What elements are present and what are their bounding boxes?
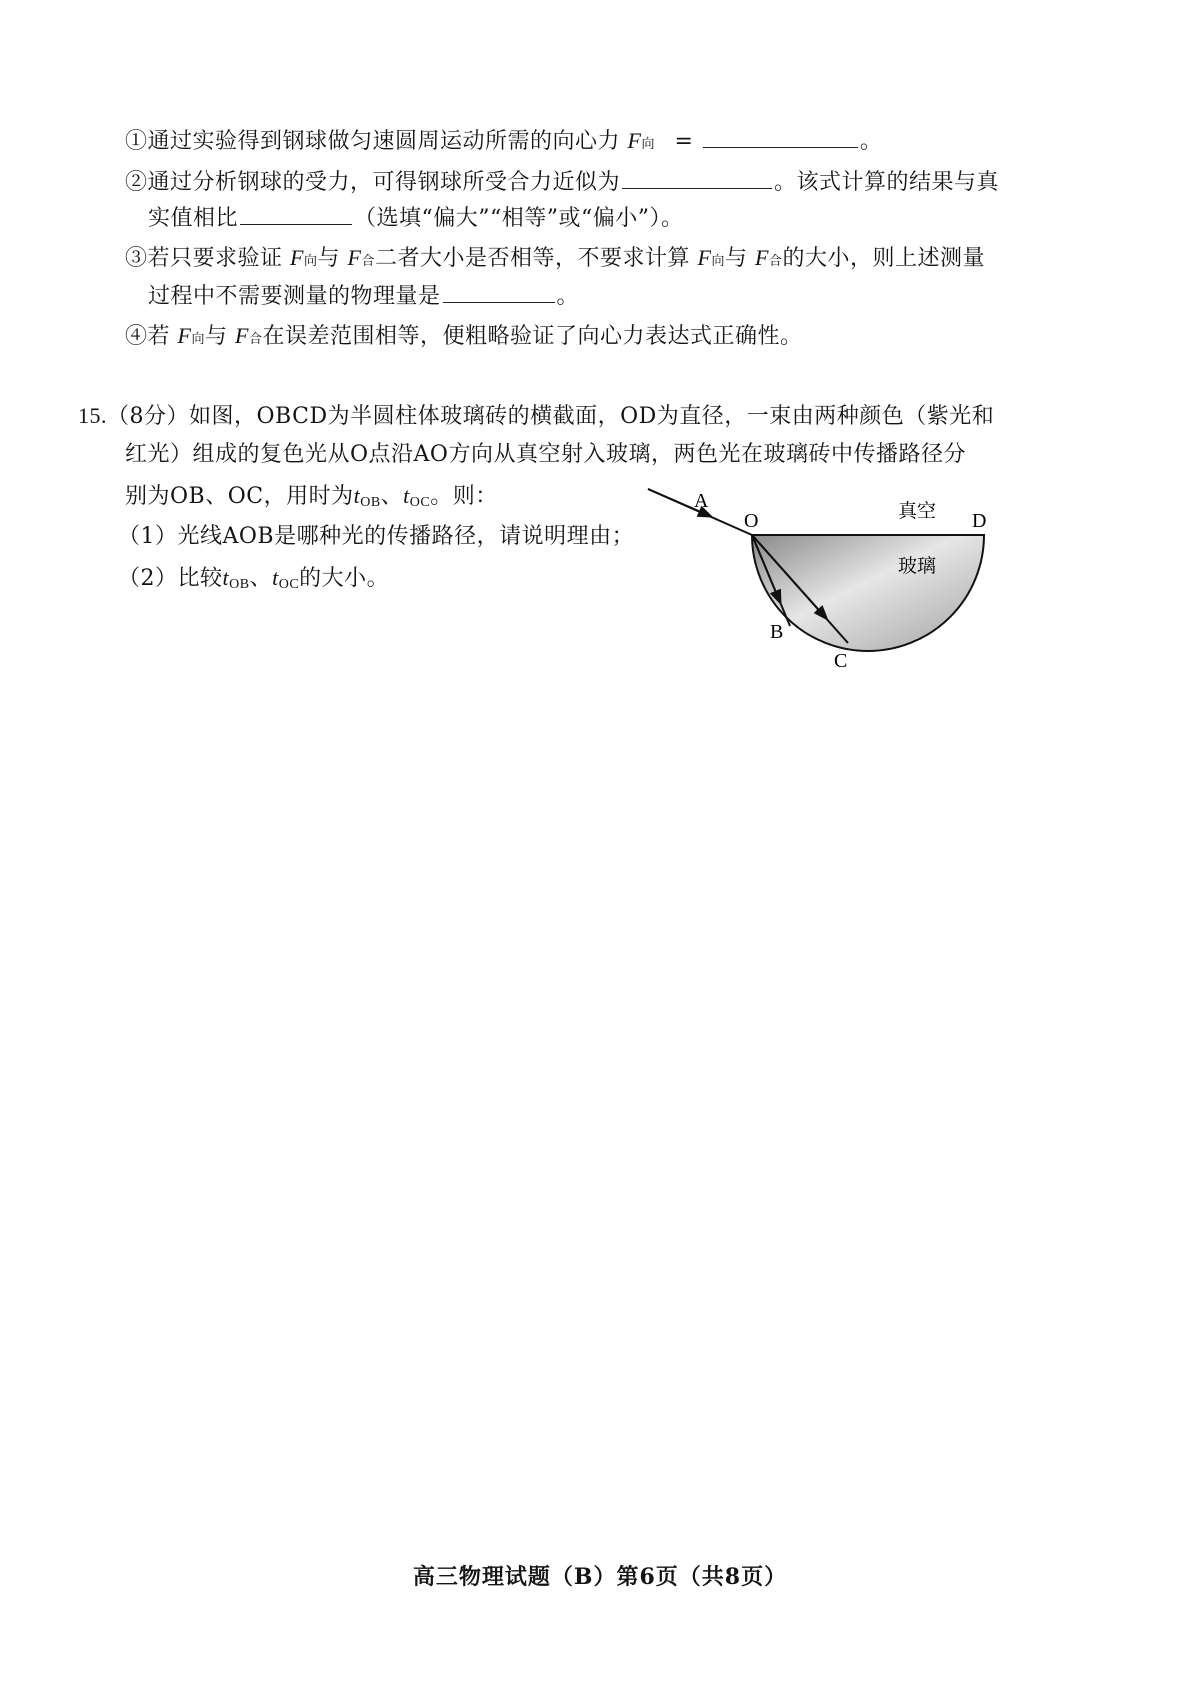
label-c: C [834, 650, 848, 672]
page-footer: 高三物理试题（B）第6页（共8页） [412, 1564, 788, 1590]
question-number: 15. [78, 403, 107, 428]
label-a: A [694, 490, 709, 512]
label-o: O [744, 510, 759, 532]
label-b: B [770, 621, 784, 643]
glass-semicylinder-diagram [690, 490, 1100, 715]
answer-blank-1[interactable] [703, 125, 858, 148]
label-d: D [972, 510, 987, 532]
label-glass: 玻璃 [898, 555, 937, 577]
answer-blank-3[interactable] [240, 202, 352, 225]
answer-blank-4[interactable] [443, 280, 555, 303]
glass-semicircle [752, 535, 984, 651]
q14-step4: ④若 F向与 F合在误差范围相等，便粗略验证了向心力表达式正确性。 [125, 323, 803, 349]
answer-blank-2[interactable] [622, 166, 772, 189]
q14-step1: ①通过实验得到钢球做匀速圆周运动所需的向心力 F向 = 。 [125, 125, 882, 160]
q14-step2-cont: 实值相比 （选填“偏大”“相等”或“偏小”）。 [148, 202, 684, 234]
q15-line2: 红光）组成的复色光从O点沿AO方向从真空射入玻璃，两色光在玻璃砖中传播路径分 [125, 442, 966, 467]
q14-step3-cont: 过程中不需要测量的物理量是 。 [148, 280, 579, 312]
q15-line1: 15.（8分）如图，OBCD为半圆柱体玻璃砖的横截面，OD为直径，一束由两种颜色（紫光和 [78, 403, 995, 429]
q14-step2: ②通过分析钢球的受力，可得钢球所受合力近似为 。该式计算的结果与真 [125, 166, 999, 198]
q14-step3: ③若只要求验证 F向与 F合二者大小是否相等，不要求计算 F向与 F合的大小，则上述测量 [125, 245, 985, 271]
label-vacuum: 真空 [898, 500, 937, 522]
q15-part2: （2）比较tOB、tOC的大小。 [118, 565, 390, 592]
q15-line3: 别为OB、OC，用时为tOB、tOC。则： [125, 483, 498, 510]
q15-part1: （1）光线AOB是哪种光的传播路径，请说明理由； [118, 524, 635, 549]
